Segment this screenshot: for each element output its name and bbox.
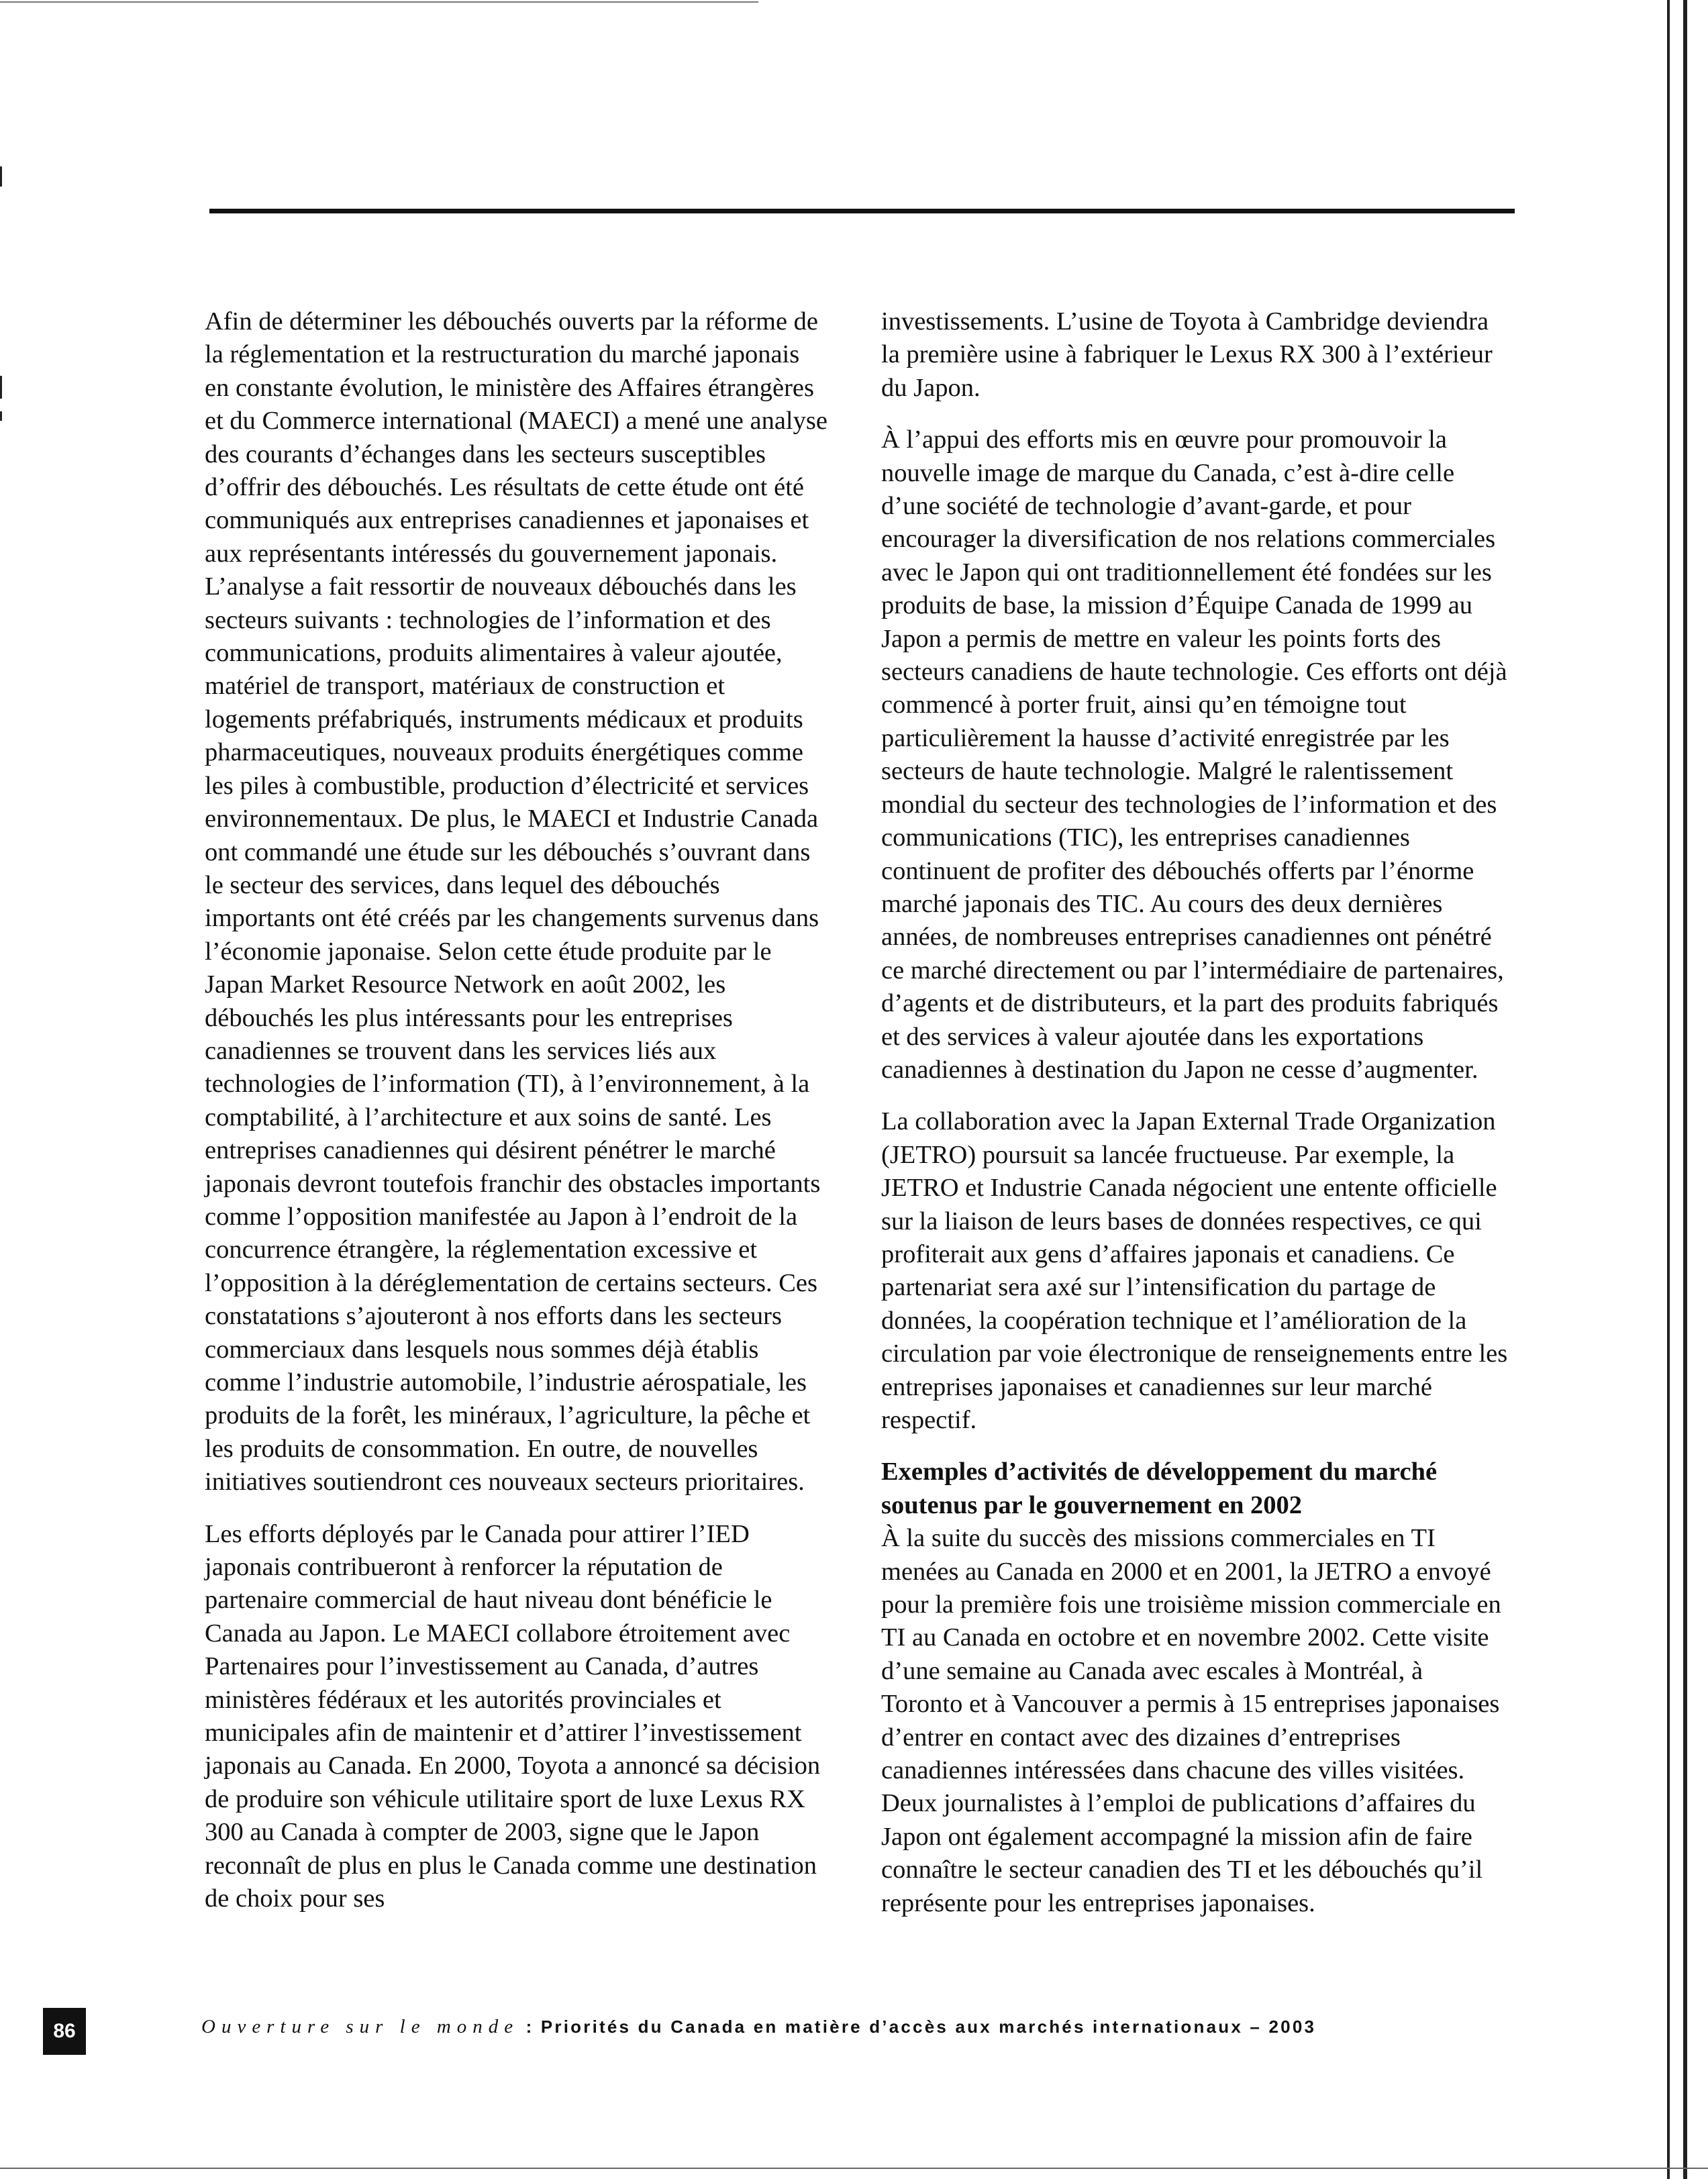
paragraph: Les efforts déployés par le Canada pour attirer l’IED japonais contribueront à renforcer la réputation de partenaire commercial de haut niveau dont bénéficie le Canada au Japon. Le MAECI collabore étroitement avec Partenaires pour l’investissement au Canada, d’autres ministères fédéraux et les autorités provinciales et municipales afin de maintenir et d’attirer l’investissement japonais au Canada. En 2000, Toyota a annoncé sa décision de produire son véhicule utilitaire sport de luxe Lexus RX 300 au Canada à compter de 2003, signe que le Japon reconnaît de plus en plus le Canada comme une destination de choix pour ses [205, 1519, 821, 1913]
running-footer [201, 2016, 1316, 2038]
page-number: 86 [43, 2008, 86, 2055]
scan-mark [0, 376, 2, 399]
page-edge-line [1683, 0, 1687, 2179]
header-rule [209, 209, 1515, 213]
footer-title-rest: : Priorités du Canada en matière d’accès aux marchés internationaux – 2003 [519, 2017, 1317, 2037]
paragraph: Afin de déterminer les débouchés ouverts par la réforme de la réglementation et la restructuration du marché japonais en constante évolution, le ministère des Affaires étrangères et du Commerce international (MAECI) a mené une analyse des courants d’échanges dans les secteurs susceptibles d’offrir des débouchés. Les résultats de cette étude ont été communiqués aux entreprises canadiennes et japonaises et aux représentants intéressés du gouvernement japonais. L’analyse a fait ressortir de nouveaux débouchés dans les secteurs suivants : technologies de l’information et des communications, produits alimentaires à valeur ajoutée, matériel de transport, matériaux de construction et logements préfabriqués, instruments médicaux et produits pharmaceutiques, nouveaux produits énergétiques comme les piles à combustible, production d’électricité et services environnementaux. De plus, le MAECI et Industrie Canada ont commandé une étude sur les débouchés s’ouvrant dans le secteur des services, dans lequel des débouchés importants ont été créés par les changements survenus dans l’économie japonaise. Selon cette étude produite par le Japan Market Resource Network en août 2002, les débouchés les plus intéressants pour les entreprises canadiennes se trouvent dans les services liés aux technologies de l’information (TI), à l’environnement, à la comptabilité, à l’architecture et aux soins de santé. Les entreprises canadiennes qui désirent pénétrer le marché japonais devront toutefois franchir des obstacles importants comme l’opposition manifestée au Japon à l’endroit de la concurrence étrangère, la réglementation excessive et l’opposition à la déréglementation de certains secteurs. Ces constatations s’ajouteront à nos efforts dans les secteurs commerciaux dans lesquels nous sommes déjà établis comme l’industrie automobile, l’industrie aérospatiale, les produits de la forêt, les minéraux, l’agriculture, la pêche et les produits de consommation. En outre, de nouvelles initiatives soutiendront ces nouveaux secteurs prioritaires. [205, 307, 827, 1497]
left-column [205, 305, 829, 1935]
bottom-scan-line [0, 2168, 1708, 2169]
paragraph: À la suite du succès des missions commerciales en TI menées au Canada en 2000 et en 2001, la JETRO a envoyé pour la première fois une troisième mission commerciale en TI au Canada en octobre et en novembre 2002. Cette visite d’une semaine au Canada avec escales à Montréal, à Toronto et à Vancouver a permis à 15 entreprises japonaises d’entrer en contact avec des dizaines d’entreprises canadiennes intéressées dans chacune des villes visitées. Deux journalistes à l’emploi de publications d’affaires du Japon ont également accompagné la mission afin de faire connaître le secteur canadien des TI et les débouchés qu’il représente pour les entreprises japonaises. [881, 1524, 1501, 1917]
footer-title-italic: Ouverture sur le monde [201, 2016, 519, 2037]
paragraph: investissements. L’usine de Toyota à Cambridge deviendra la première usine à fabriquer le Lexus RX 300 à l’extérieur du Japon. [881, 307, 1493, 402]
page-edge-line [1667, 0, 1670, 2179]
scan-mark [0, 166, 2, 187]
paragraph: À l’appui des efforts mis en œuvre pour promouvoir la nouvelle image de marque du Canada, c’est à-dire celle d’une société de technologie d’avant-garde, et pour encourager la diversification de nos relations commerciales avec le Japon qui ont traditionnellement été fondées sur les produits de base, la mission d’Équipe Canada de 1999 au Japon a permis de mettre en valeur les points forts des secteurs canadiens de haute technologie. Ces efforts ont déjà commencé à porter fruit, ainsi qu’en témoigne tout particulièrement la hausse d’activité enregistrée par les secteurs de haute technologie. Malgré le ralentissement mondial du secteur des technologies de l’information et des communications (TIC), les entreprises canadiennes continuent de profiter des débouchés offerts par l’énorme marché japonais des TIC. Au cours des deux dernières années, de nombreuses entreprises canadiennes ont pénétré ce marché directement ou par l’intermédiaire de partenaires, d’agents et de distributeurs, et la part des produits fabriqués et des services à valeur ajoutée dans les exportations canadiennes à destination du Japon ne cesse d’augmenter. [881, 425, 1507, 1084]
top-scan-line [0, 1, 758, 3]
paragraph: La collaboration avec la Japan External Trade Organization (JETRO) poursuit sa lancée fructueuse. Par exemple, la JETRO et Industrie Canada négocient une entente officielle sur la liaison de leurs bases de données respectives, ce qui profiterait aux gens d’affaires japonais et canadiens. Ce partenariat sera axé sur l’intensification du partage de données, la coopération technique et l’amélioration de la circulation par voie électronique de renseignements entre les entreprises japonaises et canadiennes sur leur marché respectif. [881, 1107, 1508, 1434]
right-column [881, 305, 1509, 1939]
section-heading: Exemples d’activités de développement du marché soutenus par le gouvernement en 2002 [881, 1458, 1438, 1519]
scan-mark [0, 411, 2, 421]
